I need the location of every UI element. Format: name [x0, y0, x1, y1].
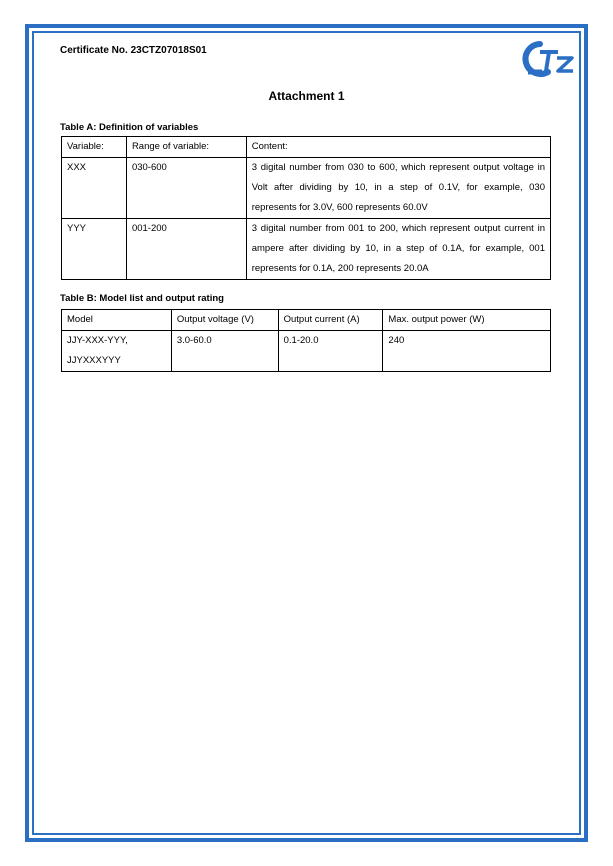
- header-range: Range of variable:: [126, 137, 246, 158]
- page-title: Attachment 1: [268, 89, 345, 103]
- model-line-1: JJY-XXX-YYY,: [67, 335, 128, 346]
- model-cell: [62, 331, 172, 372]
- table-header-row: [62, 137, 551, 158]
- model-line-2: JJYXXXYYY: [67, 355, 121, 366]
- variable-cell: XXX: [62, 158, 127, 219]
- variable-cell: YYY: [62, 219, 127, 280]
- table-b-caption: Table B: Model list and output rating: [60, 293, 224, 304]
- certificate-number: Certificate No. 23CTZ07018S01: [60, 45, 207, 56]
- table-row: [62, 219, 551, 280]
- header-variable: Variable:: [62, 137, 127, 158]
- table-header-row: [62, 310, 551, 331]
- range-cell: 001-200: [126, 219, 246, 280]
- current-cell: 0.1-20.0: [278, 331, 383, 372]
- table-a-caption: Table A: Definition of variables: [60, 122, 199, 133]
- table-row: [62, 158, 551, 219]
- content-cell: 3 digital number from 001 to 200, which represent output current in ampere after dividing by 10, in a step of 0.1A, for example, 001 represents for 0.1A, 200 represents 20.0A: [246, 219, 550, 280]
- header-power: Max. output power (W): [383, 310, 551, 331]
- power-cell: 240: [383, 331, 551, 372]
- header-model: Model: [62, 310, 172, 331]
- qtz-logo: [518, 38, 576, 80]
- voltage-cell: 3.0-60.0: [171, 331, 278, 372]
- range-cell: 030-600: [126, 158, 246, 219]
- content-cell: 3 digital number from 030 to 600, which represent output voltage in Volt after dividing by 10, in a step of 0.1V, for example, 030 represents for 3.0V, 600 represents 60.0V: [246, 158, 550, 219]
- variables-table: [61, 136, 551, 280]
- header-content: Content:: [246, 137, 550, 158]
- model-list-table: [61, 309, 551, 372]
- header-current: Output current (A): [278, 310, 383, 331]
- header-voltage: Output voltage (V): [171, 310, 278, 331]
- table-row: [62, 331, 551, 372]
